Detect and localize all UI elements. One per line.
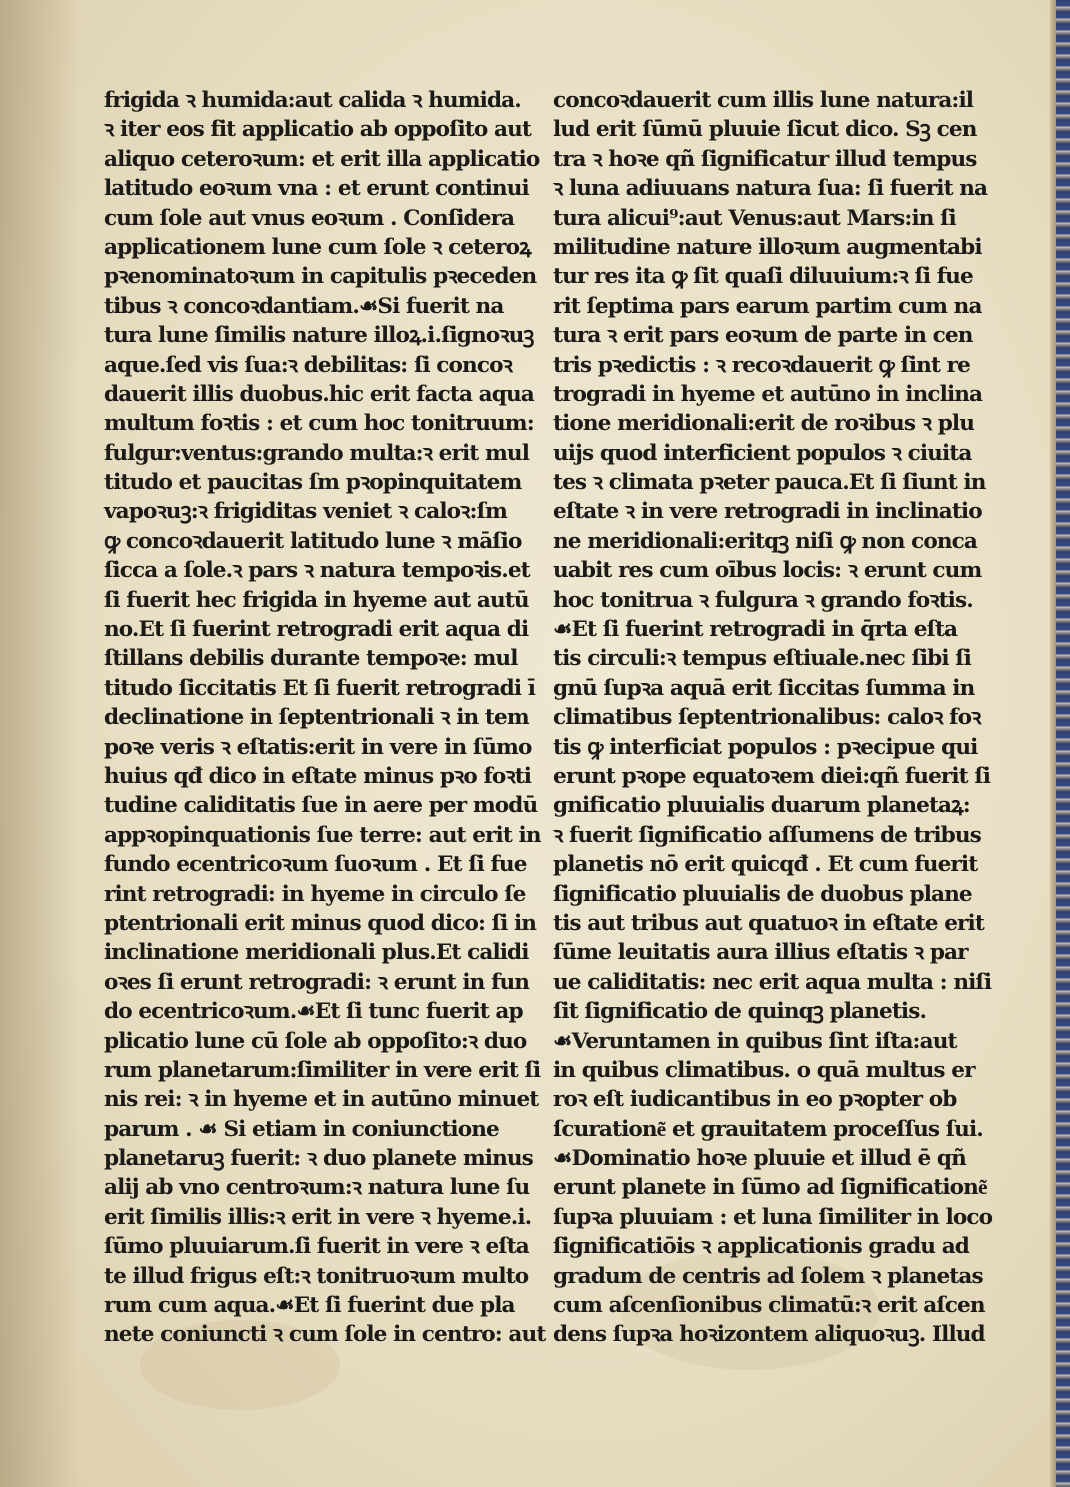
text-line: ꝙ concoꝛdauerit latitudo lune ꝛ māſio bbox=[104, 528, 522, 554]
text-line: in quibus climatibus. o quā multus er bbox=[553, 1057, 975, 1083]
text-line: frigida ꝛ humida:aut calida ꝛ humida. bbox=[104, 88, 521, 113]
text-line: ue caliditatis: nec erit aqua multa : niſi bbox=[553, 969, 992, 995]
right-text-column bbox=[553, 86, 993, 1350]
gutter-shadow bbox=[0, 0, 80, 1487]
text-line: tis ꝙ interficiat populos : pꝛecipue qui bbox=[553, 734, 978, 760]
text-line: eſtate ꝛ in vere retrogradi in inclinatio bbox=[553, 499, 982, 525]
text-line: nete coniuncti ꝛ cum ſole in centro: aut bbox=[104, 1322, 546, 1348]
text-line: planetis nō erit quicqđ . Et cum fuerit bbox=[553, 852, 978, 878]
text-line: ꝛ luna adiuuans natura ſua: ſi fuerit na bbox=[553, 176, 988, 202]
text-line: ☙Et ſi fuerint retrogradi in q̄rta eſta bbox=[553, 617, 958, 643]
text-line: uabit res cum oībus locis: ꝛ erunt cum bbox=[553, 558, 982, 584]
text-line: militudine nature illoꝛum augmentabi bbox=[553, 234, 982, 260]
text-line: ptentrionali erit minus quod dico: ſi in bbox=[104, 910, 537, 936]
text-line: cum ſole aut vnus eoꝛum . Conſidera bbox=[104, 205, 515, 231]
text-line: titudo et paucitas ſm pꝛopinquitatem bbox=[104, 470, 522, 496]
text-line: pꝛenominatoꝛum in capitulis pꝛeceden bbox=[104, 264, 537, 290]
text-line: ſignificatio pluuialis de duobus plane bbox=[553, 881, 972, 907]
text-line: ſi fuerit hec frigida in hyeme aut autū bbox=[104, 587, 529, 613]
text-line: ſupꝛa pluuiam : et luna ſimiliter in loco bbox=[553, 1204, 993, 1230]
text-line: appꝛopinquationis ſue terre: aut erit in bbox=[104, 822, 541, 848]
text-line: huius qđ dico in eſtate minus pꝛo foꝛti bbox=[104, 763, 532, 789]
text-line: no.Et ſi fuerint retrogradi erit aqua di bbox=[104, 617, 529, 643]
marbled-edge bbox=[1056, 0, 1070, 1487]
text-line: ſtillans debilis durante tempoꝛe: mul bbox=[104, 646, 518, 672]
text-line: tur res ita ꝙ ſit quaſi diluuium:ꝛ ſi fue bbox=[553, 264, 973, 290]
text-line: tura alicui⁹:aut Venus:aut Mars:in ſi bbox=[553, 205, 956, 231]
text-line: latitudo eoꝛum vna : et erunt continui bbox=[104, 176, 529, 202]
text-line: poꝛe veris ꝛ eſtatis:erit in vere in ſūmo bbox=[104, 734, 532, 760]
text-line: aliquo ceteroꝛum: et erit illa applicatio bbox=[104, 146, 540, 172]
text-line: tis circuli:ꝛ tempus eſtiuale.nec ſibi ſi bbox=[553, 646, 971, 672]
text-line: rit ſeptima pars earum partim cum na bbox=[553, 293, 982, 319]
text-line: ſcuratione͂ et grauitatem proceſſus ſui. bbox=[553, 1116, 983, 1142]
text-line: tura lune ſimilis nature illoꝝ.i.ſignoꝛuꝫ bbox=[104, 323, 534, 349]
text-line: plicatio lune cū ſole ab oppoſito:ꝛ duo bbox=[104, 1028, 527, 1054]
left-text-column bbox=[104, 86, 546, 1350]
text-line: tra ꝛ hoꝛe qñ ſignificatur illud tempus bbox=[553, 146, 977, 172]
text-line: cum aſcenſionibus climatū:ꝛ erit aſcen bbox=[553, 1293, 985, 1319]
text-line: tes ꝛ climata pꝛeter pauca.Et ſi ſiunt in bbox=[553, 470, 986, 496]
text-line: tibus ꝛ concoꝛdantiam.☙Si fuerit na bbox=[104, 293, 504, 319]
text-line: erit ſimilis illis:ꝛ erit in vere ꝛ hyeme.i. bbox=[104, 1204, 532, 1230]
text-line: rum planetarum:ſimiliter in vere erit ſi bbox=[104, 1057, 541, 1083]
text-line: fulgur:ventus:grando multa:ꝛ erit mul bbox=[104, 440, 530, 466]
text-line: declinatione in ſeptentrionali ꝛ in tem bbox=[104, 705, 529, 731]
text-line: climatibus ſeptentrionalibus: caloꝛ foꝛ bbox=[553, 705, 981, 731]
text-line: ſignificatiōis ꝛ applicationis gradu ad bbox=[553, 1234, 970, 1260]
text-line: oꝛes ſi erunt retrogradi: ꝛ erunt in fun bbox=[104, 969, 530, 995]
text-line: dauerit illis duobus.hic erit facta aqua bbox=[104, 381, 534, 407]
text-line: roꝛ eſt iudicantibus in eo pꝛopter ob bbox=[553, 1087, 957, 1113]
text-line: ſūme leuitatis aura illius eſtatis ꝛ par bbox=[553, 940, 968, 966]
text-line: titudo ſiccitatis Et ſi fuerit retrogradi ī bbox=[104, 675, 536, 701]
text-line: te illud frigus eſt:ꝛ tonitruoꝛum multo bbox=[104, 1263, 529, 1289]
text-line: ſicca a ſole.ꝛ pars ꝛ natura tempoꝛis.et bbox=[104, 558, 530, 584]
text-line: inclinatione meridionali plus.Et calidi bbox=[104, 940, 529, 966]
text-line: parum . ☙ Si etiam in coniunctione bbox=[104, 1116, 499, 1142]
text-line: ſit ſignificatio de quinqꝫ planetis. bbox=[553, 999, 927, 1025]
text-line: rum cum aqua.☙Et ſi fuerint due pla bbox=[104, 1293, 515, 1319]
text-line: lud erit ſūmū pluuie ſicut dico. Sꝫ cen bbox=[553, 117, 977, 143]
text-line: ꝛ iter eos fit applicatio ab oppoſito aut bbox=[104, 117, 531, 143]
text-line: erunt pꝛope equatoꝛem diei:qñ fuerit ſi bbox=[553, 763, 991, 789]
text-line: gnificatio pluuialis duarum planetaꝝ: bbox=[553, 793, 970, 819]
text-line: gradum de centris ad ſolem ꝛ planetas bbox=[553, 1263, 983, 1289]
text-line: ne meridionali:eritqꝫ niſi ꝙ non conca bbox=[553, 528, 977, 554]
text-line: tione meridionali:erit de roꝛibus ꝛ plu bbox=[553, 411, 974, 437]
text-line: vapoꝛuꝫ:ꝛ frigiditas veniet ꝛ caloꝛ:ſm bbox=[104, 499, 507, 525]
text-line: erunt planete in ſūmo ad ſignificatione͂ bbox=[553, 1175, 987, 1201]
text-line: aque.ſed vis ſua:ꝛ debilitas: ſi concoꝛ bbox=[104, 352, 512, 378]
text-line: planetaruꝫ fuerit: ꝛ duo planete minus bbox=[104, 1146, 533, 1172]
text-line: tudine caliditatis ſue in aere per modū bbox=[104, 793, 538, 819]
text-line: ꝛ fuerit ſignificatio aſſumens de tribus bbox=[553, 822, 981, 848]
text-line: concoꝛdauerit cum illis lune natura:il bbox=[553, 88, 974, 113]
text-line: rint retrogradi: in hyeme in circulo ſe bbox=[104, 881, 526, 907]
text-line: uijs quod interficient populos ꝛ ciuita bbox=[553, 440, 972, 466]
text-line: tura ꝛ erit pars eoꝛum de parte in cen bbox=[553, 323, 973, 349]
text-line: fundo ecentricoꝛum ſuoꝛum . Et ſi fue bbox=[104, 852, 527, 878]
text-line: hoc tonitrua ꝛ fulgura ꝛ grando foꝛtis. bbox=[553, 587, 973, 613]
text-line: gnū ſupꝛa aquā erit ſiccitas ſumma in bbox=[553, 675, 975, 701]
text-line: applicationem lune cum ſole ꝛ ceteroꝝ bbox=[104, 234, 531, 260]
text-line: tis aut tribus aut quatuoꝛ in eſtate erit bbox=[553, 910, 984, 936]
text-line: do ecentricoꝛum.☙Et ſi tunc fuerit ap bbox=[104, 999, 523, 1025]
text-line: alij ab vno centroꝛum:ꝛ natura lune ſu bbox=[104, 1175, 530, 1201]
text-line: dens ſupꝛa hoꝛizontem aliquoꝛuꝫ. Illud bbox=[553, 1322, 985, 1348]
text-line: ſūmo pluuiarum.ſi fuerit in vere ꝛ eſta bbox=[104, 1234, 529, 1260]
text-line: multum foꝛtis : et cum hoc tonitruum: bbox=[104, 411, 534, 437]
text-line: tris pꝛedictis : ꝛ recoꝛdauerit ꝙ ſint re bbox=[553, 352, 970, 378]
text-line: trogradi in hyeme et autūno in inclina bbox=[553, 381, 983, 407]
text-line: nis rei: ꝛ in hyeme et in autūno minuet bbox=[104, 1087, 539, 1113]
text-line: ☙Dominatio hoꝛe pluuie et illud ē qñ bbox=[553, 1146, 966, 1172]
text-line: ☙Veruntamen in quibus ſint iſta:aut bbox=[553, 1028, 957, 1054]
